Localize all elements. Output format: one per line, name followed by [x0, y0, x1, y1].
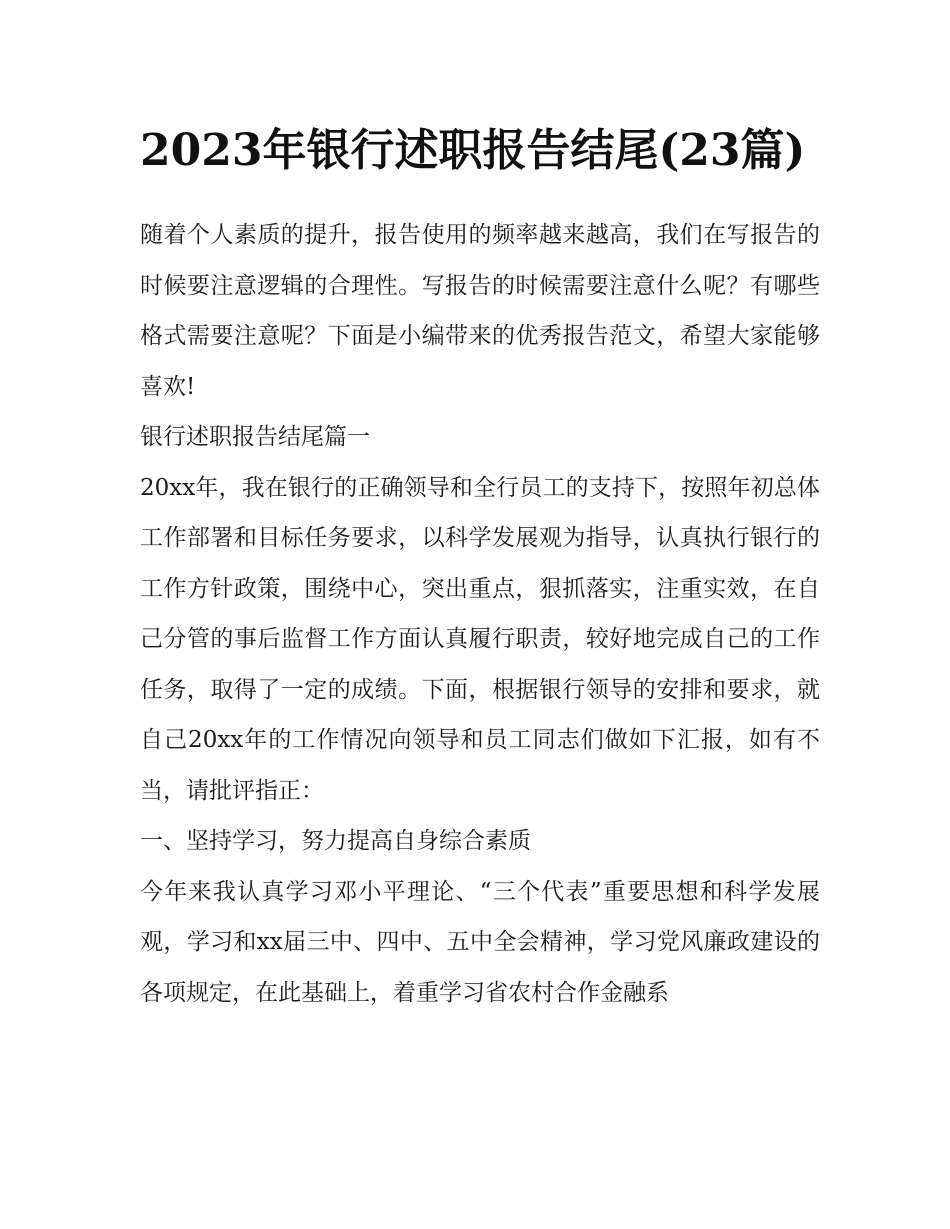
body-paragraph: 20xx年，我在银行的正确领导和全行员工的支持下，按照年初总体工作部署和目标任务要求，以科学发展观为指导，认真执行银行的工作方针政策，围绕中心，突出重点，狠抓落实，注重实效，在自己分管的事后监督工作方面认真履行职责，较好地完成自己的工作任务，取得了一定的成绩。下面，根据银行领导的安排和要求，就自己20xx年的工作情况向领导和员工同志们做如下汇报，如有不当，请批评指正： [140, 474, 820, 804]
document-title: 2023年银行述职报告结尾(23篇) [140, 125, 806, 176]
section-heading-part-one: 银行述职报告结尾篇一 [140, 424, 370, 450]
intro-paragraph: 随着个人素质的提升，报告使用的频率越来越高，我们在写报告的时候要注意逻辑的合理性。写报告的时候需要注意什么呢？有哪些格式需要注意呢？下面是小编带来的优秀报告范文，希望大家能够喜欢! [140, 222, 820, 400]
document-body [140, 112, 820, 1018]
body-paragraph-study: 今年来我认真学习邓小平理论、“三个代表”重要思想和科学发展观，学习和xx届三中、四中、五中全会精神，学习党风廉政建设的各项规定，在此基础上，着重学习省农村合作金融系 [140, 878, 820, 1006]
subsection-heading-study: 一、坚持学习，努力提高自身综合素质 [140, 828, 531, 854]
